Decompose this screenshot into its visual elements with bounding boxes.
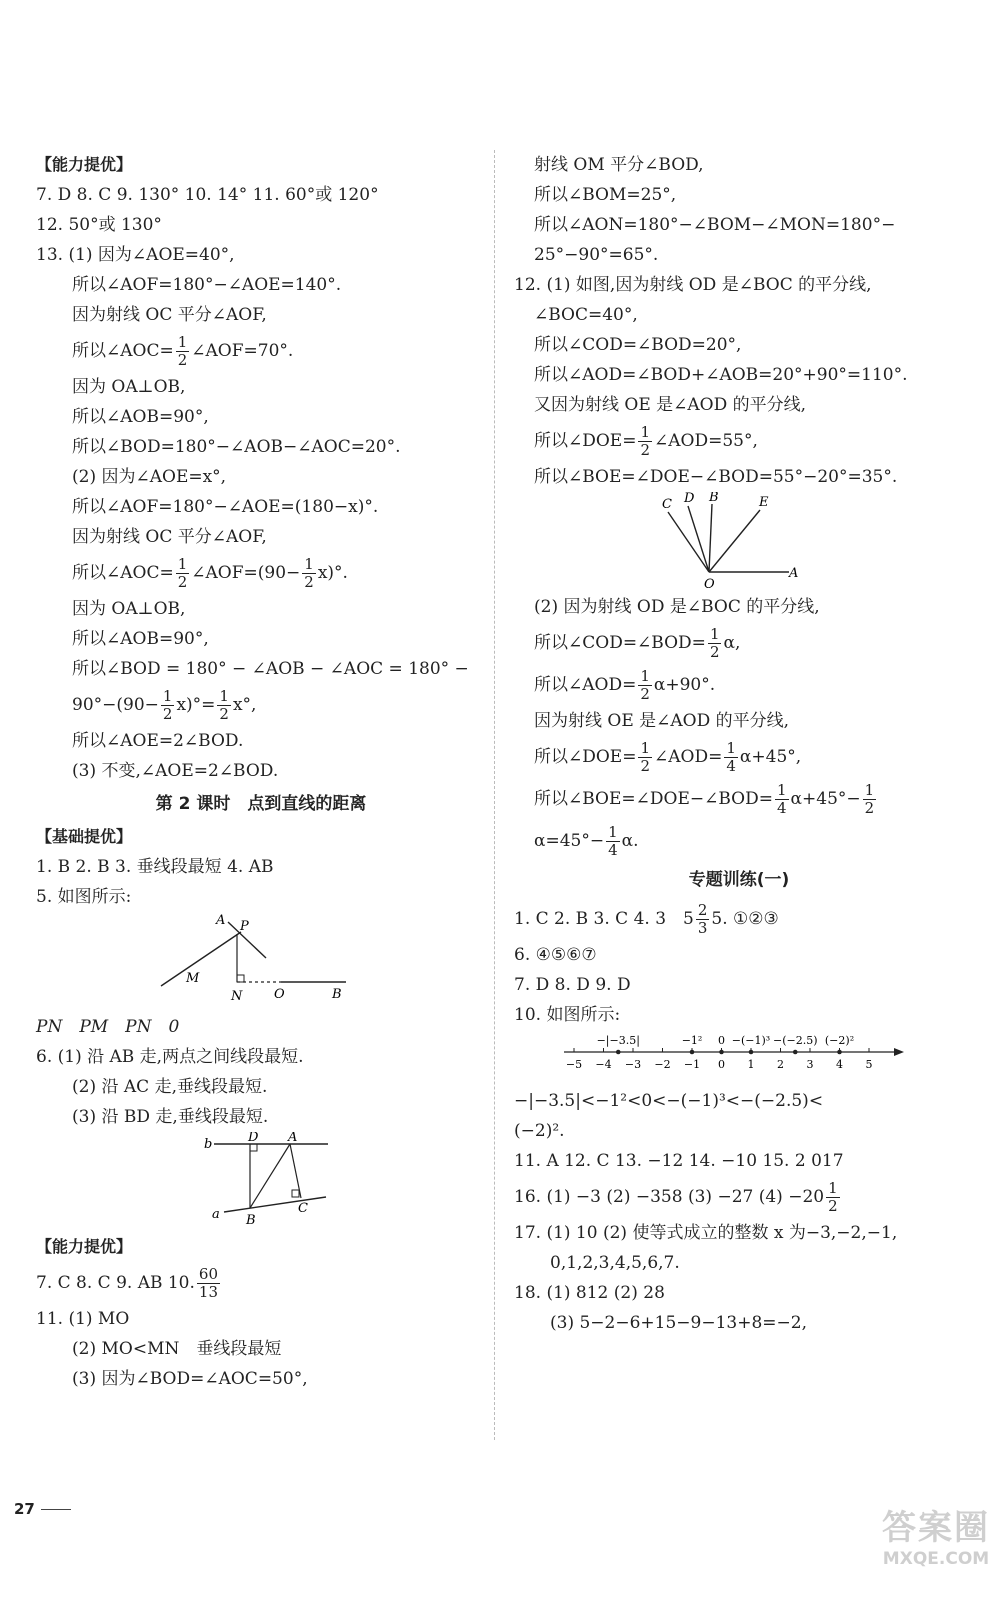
numerator: 1 (177, 333, 188, 351)
answer-line (36, 330, 486, 372)
text: x)°. (317, 563, 348, 583)
answer-line: −|−3.5|<−1²<0<−(−1)³<−(−2.5)< (514, 1091, 824, 1111)
answer-line: 所以∠AOF=180°−∠AOE=(180−x)°. (72, 497, 379, 517)
segment-ab (250, 1144, 290, 1208)
text: ∠AOD=55°, (654, 431, 758, 451)
answer-line (36, 552, 486, 594)
denominator: 4 (726, 757, 736, 775)
left-column (36, 150, 486, 1394)
figure-svg (514, 492, 964, 592)
column-divider (494, 150, 495, 1440)
section-header: 【能力提优】 (36, 1237, 133, 1256)
ray-od (688, 506, 709, 572)
answer-line: (2) 因为∠AOE=x°, (72, 467, 227, 487)
number-point (719, 1050, 724, 1055)
answer-line: 又因为射线 OE 是∠AOD 的平分线, (534, 395, 807, 415)
answer-line (514, 736, 964, 778)
answer-line: (3) 5−2−6+15−9−13+8=−2, (550, 1313, 808, 1333)
answer-line: 所以∠BOM=25°, (534, 185, 677, 205)
denominator: 2 (864, 799, 875, 817)
numerator: 1 (177, 555, 188, 573)
answer-line: 所以∠BOE=∠DOE−∠BOD=55°−20°=35°. (534, 467, 898, 487)
answer-line: 5. 如图所示: (36, 887, 132, 907)
point-label: C (298, 1201, 308, 1216)
mark-group (597, 1034, 855, 1054)
fraction (863, 782, 877, 817)
point-label: E (759, 495, 769, 510)
number-point (837, 1050, 842, 1055)
answer-line (514, 898, 964, 940)
point-label: B (332, 987, 342, 1002)
text: 5. ①②③ (711, 909, 779, 929)
answer-line: 6. (1) 沿 AB 走,两点之间线段最短. (36, 1047, 304, 1067)
axis-arrow (894, 1048, 904, 1056)
answer-line (514, 820, 964, 862)
point-label: P (240, 919, 249, 934)
point-label: N (231, 989, 243, 1004)
denominator: 2 (177, 573, 188, 591)
fraction (217, 688, 231, 723)
answer-line: 11. (1) MO (36, 1309, 130, 1329)
point-label: −1² (681, 1034, 703, 1047)
tick-label: −5 (565, 1058, 583, 1071)
answer-line (36, 1262, 486, 1304)
answer-line: 所以∠AOB=90°, (72, 407, 209, 427)
numerator: 1 (640, 667, 650, 685)
answer-line: PN PM PN 0 (36, 1017, 180, 1037)
answer-line: 7. D 8. D 9. D (514, 975, 631, 995)
ray-oe (709, 510, 760, 572)
numerator: 1 (640, 423, 651, 441)
fraction (197, 1266, 220, 1301)
answer-line: 12. (1) 如图,因为射线 OD 是∠BOC 的平分线, (514, 275, 872, 295)
answer-line: (2) MO<MN 垂线段最短 (72, 1339, 282, 1359)
figure-number-line (514, 1030, 964, 1086)
fraction (724, 740, 738, 775)
answer-line: 7. D 8. C 9. 130° 10. 14° 11. 60°或 120° (36, 185, 379, 205)
numerator: 1 (162, 687, 173, 705)
number-line-svg (514, 1030, 964, 1086)
figure-svg (36, 1132, 356, 1232)
figure-svg (36, 912, 356, 1012)
right-angle-mark (250, 1144, 257, 1151)
text: 90°−(90− (72, 695, 159, 715)
answer-line: 因为射线 OC 平分∠AOF, (72, 305, 267, 325)
tick-label: 4 (836, 1058, 843, 1071)
point-label: A (288, 1132, 298, 1145)
answer-line: (3) 不变,∠AOE=2∠BOD. (72, 761, 279, 781)
line-segment (161, 932, 241, 986)
answer-line (514, 664, 964, 706)
right-angle-mark (237, 975, 244, 982)
watermark-url: MXQE.COM (882, 1549, 990, 1569)
numerator: 1 (640, 739, 651, 757)
fraction (638, 740, 652, 775)
point-label: C (662, 497, 672, 512)
text: x°, (232, 695, 257, 715)
text: α+90°. (653, 675, 716, 695)
point-label: A (789, 566, 799, 581)
answer-line: (−2)². (514, 1121, 565, 1141)
text: α=45°− (534, 831, 605, 851)
fraction (638, 424, 652, 459)
numerator: 1 (864, 781, 875, 799)
numerator: 1 (776, 781, 787, 799)
number-point (749, 1050, 754, 1055)
ray-ob (709, 504, 712, 572)
point-label: D (684, 492, 695, 506)
tick-label: 0 (718, 1058, 725, 1071)
number-point (793, 1050, 798, 1055)
answer-line: (2) 因为射线 OD 是∠BOC 的平分线, (534, 597, 820, 617)
text: 16. (1) −3 (2) −358 (3) −27 (4) −20 (514, 1187, 825, 1207)
text: α. (621, 831, 639, 851)
text: 所以∠AOC= (72, 563, 174, 583)
fraction (302, 556, 316, 591)
answer-line: (3) 沿 BD 走,垂线段最短. (72, 1107, 269, 1127)
numerator: 60 (198, 1265, 218, 1283)
watermark-logo (882, 1500, 990, 1569)
answer-line (514, 420, 964, 462)
answer-line: 25°−90°=65°. (534, 245, 659, 265)
text: 所以∠BOE=∠DOE−∠BOD= (534, 789, 773, 809)
section-header: 【能力提优】 (36, 155, 133, 174)
answer-line (36, 684, 486, 726)
answer-line: 所以∠AOB=90°, (72, 629, 209, 649)
answer-line: 所以∠BOD = 180° − ∠AOB − ∠AOC = 180° − (72, 659, 469, 679)
numerator: 1 (828, 1179, 838, 1197)
point-label: D (248, 1132, 259, 1145)
tick-label: 2 (777, 1058, 784, 1071)
answer-line: ∠BOC=40°, (534, 305, 638, 325)
point-label: 0 (718, 1034, 725, 1047)
answer-line: 因为 OA⊥OB, (72, 377, 186, 397)
text: 所以∠DOE= (534, 431, 637, 451)
text: 7. C 8. C 9. AB 10. (36, 1273, 195, 1293)
answer-line (514, 778, 964, 820)
line-label: b (204, 1137, 213, 1152)
tick-label: −4 (595, 1058, 612, 1071)
denominator: 2 (640, 757, 651, 775)
answer-line: (3) 因为∠BOD=∠AOC=50°, (72, 1369, 308, 1389)
answer-line: 17. (1) 10 (2) 使等式成立的整数 x 为−3,−2,−1, (514, 1223, 898, 1243)
answer-line: 13. (1) 因为∠AOE=40°, (36, 245, 235, 265)
figure-parallel-lines (36, 1132, 486, 1232)
denominator: 4 (776, 799, 787, 817)
answer-line: 18. (1) 812 (2) 28 (514, 1283, 665, 1303)
text: ∠AOF=70°. (191, 341, 294, 361)
answer-line: 因为 OA⊥OB, (72, 599, 186, 619)
answer-line: 6. ④⑤⑥⑦ (514, 945, 597, 965)
denominator: 2 (304, 573, 314, 591)
point-label: O (274, 987, 285, 1002)
ray-oc (668, 512, 709, 572)
tick-label: 5 (865, 1058, 873, 1071)
tick-label: 1 (747, 1058, 755, 1071)
numerator: 1 (709, 625, 720, 643)
text: x)°= (176, 695, 216, 715)
fraction (775, 782, 789, 817)
fraction (161, 688, 175, 723)
answer-line: 0,1,2,3,4,5,6,7. (550, 1253, 680, 1273)
figure-point-line-distance (36, 912, 486, 1012)
section-header: 【基础提优】 (36, 827, 133, 846)
text: 所以∠DOE= (534, 747, 637, 767)
right-column (514, 150, 964, 1338)
answer-line: 所以∠AOF=180°−∠AOE=140°. (72, 275, 342, 295)
answer-line: 所以∠COD=∠BOD=20°, (534, 335, 742, 355)
point-label: −(−1)³ (731, 1034, 771, 1047)
line-label: a (212, 1207, 220, 1222)
text: ∠AOD= (654, 747, 723, 767)
answer-line: 因为射线 OC 平分∠AOF, (72, 527, 267, 547)
denominator: 2 (177, 351, 188, 369)
answer-line: 因为射线 OE 是∠AOD 的平分线, (534, 711, 790, 731)
point-label: B (246, 1213, 256, 1228)
answer-line: 射线 OM 平分∠BOD, (534, 155, 704, 175)
fraction (826, 1180, 840, 1215)
tick-label: 3 (806, 1058, 814, 1071)
denominator: 2 (219, 705, 229, 723)
answer-line: 所以∠AOE=2∠BOD. (72, 731, 244, 751)
answer-line: 11. A 12. C 13. −12 14. −10 15. 2 017 (514, 1151, 844, 1171)
number-point (616, 1050, 621, 1055)
denominator: 13 (198, 1283, 218, 1301)
numerator: 1 (304, 555, 314, 573)
text: ∠AOF=(90− (191, 563, 301, 583)
denominator: 4 (608, 841, 618, 859)
numerator: 1 (608, 823, 618, 841)
point-label: B (709, 492, 719, 505)
text: 1. C 2. B 3. C 4. 3 5 (514, 909, 694, 929)
tick-label: −2 (654, 1058, 671, 1071)
denominator: 2 (640, 441, 651, 459)
denominator: 2 (709, 643, 720, 661)
fraction (176, 334, 190, 369)
answer-line: 10. 如图所示: (514, 1005, 621, 1025)
tick-label: −3 (624, 1058, 642, 1071)
fraction (708, 626, 722, 661)
answer-line: 所以∠BOD=180°−∠AOB−∠AOC=20°. (72, 437, 401, 457)
numerator: 2 (697, 901, 708, 919)
text: α, (723, 633, 741, 653)
answer-line: (2) 沿 AC 走,垂线段最短. (72, 1077, 268, 1097)
fraction (606, 824, 620, 859)
number-point (690, 1050, 695, 1055)
text: α+45°, (739, 747, 802, 767)
section-title: 专题训练(一) (688, 870, 790, 890)
fraction (638, 668, 652, 703)
answer-line (514, 1176, 964, 1218)
denominator: 2 (162, 705, 173, 723)
text: 所以∠COD=∠BOD= (534, 633, 706, 653)
line-a (224, 1197, 326, 1212)
denominator: 2 (640, 685, 650, 703)
text: 所以∠AOC= (72, 341, 174, 361)
point-label: O (704, 577, 715, 592)
fraction (176, 556, 190, 591)
page-number: 27 (14, 1500, 71, 1518)
point-label: (−2)² (824, 1034, 855, 1047)
point-label: A (216, 913, 226, 928)
right-angle-mark (292, 1190, 299, 1197)
denominator: 2 (828, 1197, 838, 1215)
text: α+45°− (790, 789, 861, 809)
point-label: −|−3.5| (596, 1034, 640, 1047)
tick-label: −1 (683, 1058, 701, 1071)
watermark-text: 答案圈 (882, 1508, 990, 1548)
figure-angle-bisectors (514, 492, 964, 592)
numerator: 1 (219, 687, 229, 705)
answer-line: 1. B 2. B 3. 垂线段最短 4. AB (36, 857, 274, 877)
lesson-title: 第 2 课时 点到直线的距离 (155, 794, 367, 814)
fraction (696, 902, 710, 937)
denominator: 3 (697, 919, 708, 937)
numerator: 1 (726, 739, 736, 757)
point-label: M (186, 971, 200, 986)
answer-line: 所以∠AOD=∠BOD+∠AOB=20°+90°=110°. (534, 365, 908, 385)
text: 所以∠AOD= (534, 675, 637, 695)
point-label: −(−2.5) (772, 1034, 818, 1047)
answer-line: 所以∠AON=180°−∠BOM−∠MON=180°− (534, 215, 896, 235)
answer-line (514, 622, 964, 664)
answer-line: 12. 50°或 130° (36, 215, 162, 235)
